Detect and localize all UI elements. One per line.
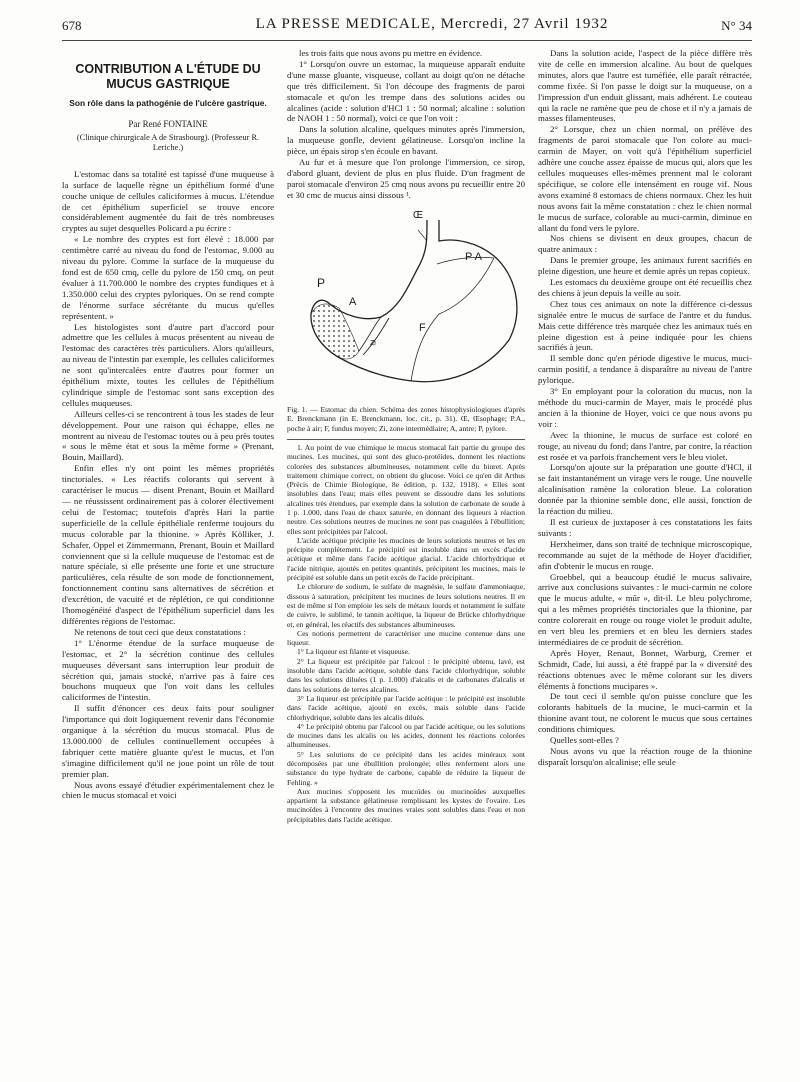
paragraph: 1° L'énorme étendue de la surface muqueuse de l'estomac, et 2° la sécrétion continue des cellules muqueuses déversant sans interruption leur produit de sécrétion qui, jamais stocké, n'arrive pas à faire ces bouchons muqueux que l'on voit dans les cellules caliciformes de l'intestin. [62, 637, 274, 703]
paragraph: Avec la thionine, le mucus de surface est coloré en rouge, au niveau du fond; dans l'antre, par contre, la réaction est rosée et va parfois franchement vers le bleu violet. [538, 429, 752, 462]
footnote-paragraph: 4° Le précipité obtenu par l'alcool ou par l'acide acétique, ou les solutions de mucines dans les alcalis ou les acides, donnent les réactions colorées albumineuses. [287, 721, 525, 750]
paragraph: Nous avons essayé d'étudier expérimentalement chez le chien le mucus stomacal et voici [62, 779, 274, 801]
stomach-schema [287, 204, 525, 402]
paragraph: L'estomac dans sa totalité est tapissé d'une muqueuse à la surface de laquelle règne un épithélium formé d'une couche unique de cellules caliciformes à mucus. L'étendue de cet épithélium superficiel se trouve encore considérablement augmentée du fait de très nombreuses cryptes au sujet desquelles Policard a pu écrire : [62, 168, 274, 234]
paragraph: Au fur et à mesure que l'on prolonge l'immersion, ce sirop, d'abord gluant, devient de plus en plus fluide. D'un fragment de paroi stomacale d'environ 25 cmq nous avons pu recueillir entre 20 et 30 cmc de mucus ainsi dissous ¹. [287, 157, 525, 200]
paragraph: Ailleurs celles-ci se rencontrent à tous les stades de leur développement. Pour une raison qui échappe, elles ne montrent au niveau de l'estomac toutes ou à peu près toutes « sous le même état et sous la même forme » (Prenant, Bouin, Maillard). [62, 408, 274, 463]
zone-boundary [439, 258, 494, 314]
paragraph: Après Hoyer, Renaut, Bonnet, Warburg, Cremer et Schmidt, Cade, lui aussi, a été frappé par la « diversité des réactions obtenues avec le même colorant sur les divers éléments à fonctions mucipares ». [538, 647, 752, 691]
paragraph: Nous avons vu que la réaction rouge de la thionine disparaît lorsqu'on alcalinise; elle seule [538, 746, 752, 767]
figure-stomach-diagram [287, 204, 525, 402]
paragraph: 3° En employant pour la coloration du mucus, non la méthode du muci-carmin de Mayer, mais le procédé plus ancien à la thionine de Hoyer, voici ce que nous avons pu voir : [538, 386, 752, 429]
paragraph: De tout ceci il semble qu'on puisse conclure que les colorants habituels de la mucine, le muci-carmin et la thionine avant tout, ne colorent le mucus que sous certaines conditions chimiques. [538, 691, 752, 735]
footnote-paragraph: 1. Au point de vue chimique le mucus stomacal fait partie du groupe des mucines. Les mucines, qui sont des gluco-protéides, donnent les réactions colorées des substances albumineuses, notamment celle du biuret. Après traitement chimique correct, on obtient du glucose. Voici ce qu'en dit Arthus (Précis de Chimie Biologique, 8e édition, p. 132, 1918). « Elles sont insolubles dans l'eau; mais elles peuvent se dissoudre dans les solutions alcalines très étendues, par exemple dans la solution de carbonate de soude à 1 p. 1.000, dans l'eau de chaux saturée, en donnant des liqueurs à réaction neutre. Ces solutions neutres de mucines ne sont pas coagulées à l'ébullition; elles sont précipitées par l'alcool. [287, 442, 525, 536]
paragraph: 2° Lorsque, chez un chien normal, on prélève des fragments de paroi stomacale que l'on colore au muci-carmin de Mayer, on voit qu'à l'épithélium superficiel adhère une couche assez épaisse de mucus qui, alors que les cellules muqueuses elles-mêmes prennent mal le colorant spécifique, se colore elle intensément en rouge vif. Nous avons examiné 8 estomacs de chiens normaux. Chez les huit nous avons fait la même constatation : chez le chien normal le mucus de surface, colorable au muci-carmin, diminue en allant du fond vers le pylore. [538, 124, 752, 233]
paragraph: Il semble donc qu'en période digestive le mucus, muci-carmin positif, a tendance à disparaître au niveau de l'antre pylorique. [538, 353, 752, 386]
figure-caption: Fig. 1. — Estomac du chien. Schéma des zones histophysiologiques d'après E. Brenckmann (in E. Brenckmann, loc. cit., p. 31). Œ, Œsophage; P.A., poche à air; F, fundus moyen; Zi, zone intermédiaire; A, antre; P, pylore. [287, 404, 525, 433]
author-affiliation: (Clinique chirurgicale A de Strasbourg). (Professeur R. Leriche.) [76, 132, 260, 152]
masthead: LA PRESSE MEDICALE, Mercredi, 27 Avril 1932 [255, 16, 609, 32]
leader-line [418, 230, 427, 241]
paragraph: Nos chiens se divisent en deux groupes, chacun de quatre animaux : [538, 233, 752, 255]
paragraph: Enfin elles n'y ont point les mêmes propriétés tinctoriales. « Les réactifs colorants qui servent à caractériser le mucus — disent Prenant, Bouin et Maillard — ne réussissent ordinairement pas à colorer électivement celui de l'estomac; toutefois d'après Hari la partie superficielle de la cellule épithéliale renferme toujours du mucus colorable par la thionine. » Après Kölliker, J. Schafer, Oppel et Zimmermann, Prenant, Bouin et Maillard conviennent que si la cellule muqueuse de l'estomac est de nature spéciale, si elle présente une forte et une structure particulières, cela résulte de son mode de fonctionnement, fonctionnement continu sans alternatives de sécrétion et d'excrétion, de vacuité et de réplétion, ce qui conditionne l'homogénéité d'aspect de l'épithélium superficiel dans les différentes régions de l'estomac. [62, 463, 274, 626]
paragraph: Herxheimer, dans son traité de technique microscopique, recommande au sujet de la méthode de Hoyer d'acidifier, afin d'obtenir le mucus en rouge. [538, 538, 752, 571]
footnote-paragraph: Ces notions permettent de caractériser une mucine contenue dans une liqueur. [287, 628, 525, 648]
column-2 [287, 48, 525, 1078]
paragraph: 1° Lorsqu'on ouvre un estomac, la muqueuse apparaît enduite d'une masse gluante, visqueuse, collant au doigt qu'on ne détache que très difficilement. Si l'on découpe des fragments de paroi stomacale et qu'on les trempe dans des solutions acides ou alcalines (acide : solution d'HCl 1 : 50 normal; alcaline : solution de NAOH 1 : 50 normal), voici ce que l'on voit : [287, 58, 525, 124]
label-pylore: P [317, 275, 326, 290]
paragraph: Chez tous ces animaux on note la différence ci-dessus signalée entre le mucus de surface de l'antre et du fundus. Mais cette différence très marquée chez les animaux tués en pleine digestion est à peine indiquée pour les chiens sacrifiés à jeun. [538, 298, 752, 353]
label-fundus: F [419, 321, 426, 334]
label-poche-a-air: P A [465, 250, 482, 263]
footnotes [287, 439, 525, 824]
paragraph: Les histologistes sont d'autre part d'accord pour admettre que les cellules à mucus présentent au niveau de l'estomac des caractères très particuliers. Alors qu'ailleurs, au niveau de l'intestin par exemple, les cellules caliciformes ne sont qu'intercalées entre d'autres pour former un épithélium mixte, toutes les cellules de l'épithélium cylindrique simple de l'estomac sont sans exception des cellules muqueuses. [62, 321, 274, 408]
paragraph: Dans la solution acide, l'aspect de la pièce diffère très vite de celle en immersion alcaline. Au bout de quelques minutes, alors que l'autre est tuméfiée, elle paraît rétractée, comme fixée. Si l'on passe le doigt sur la muqueuse, on a l'impression d'un enduit glissant, mais adhérent. Le couteau qui la racle ne ramène que peu de chose et il n'y a jamais de masses filamenteuses. [538, 48, 752, 124]
paragraph: Groebbel, qui a beaucoup étudié le mucus salivaire, arrive aux conclusions suivantes : le muci-carmin ne colore que le mucus adulte, « mûr », dit-il. Le bleu polychrome, qui a les mêmes propriétés tinctoriales que la thionine, par contre colorerait en rouge ou rouge violet le produit adulte, en vert bleu les premiers et en bleu les derniers stades intermédiaires de ce produit de sécrétion. [538, 571, 752, 647]
article-subtitle: Son rôle dans la pathogénie de l'ulcère gastrique. [69, 98, 267, 108]
paragraph: Il suffit d'énoncer ces deux faits pour souligner l'importance qui doit logiquement revenir dans l'économie organique à la sécrétion du mucus stomacal. Plus de 13.000.000 de cellules continuellement occupées à fabriquer cette matière gluante qu'est le mucus, et l'on s'imagine difficilement qu'il ne joue point un rôle de tout premier plan. [62, 703, 274, 779]
footnote-paragraph: L'acide acétique précipite les mucines de leurs solutions neutres et les en précipite complètement. Le précipité est insoluble dans un excès d'acide acétique et même dans l'acide acétique glacial. L'acide chlorhydrique et l'acide nitrique, ajoutés en petites quantités, précipitent les mucines, mais le précipité est soluble dans un petit excès de l'acide précipitant. [287, 535, 525, 583]
footnote-paragraph: 5° Les solutions de ce précipité dans les acides minéraux sont décomposées par une ébullition prolongée; elles renferment alors une substance du type hydrate de carbone, capable de réduire la liqueur de Fehling. » [287, 749, 525, 787]
paragraph: Lorsqu'on ajoute sur la préparation une goutte d'HCl, il se fait instantanément un virage vers le rouge. Une nouvelle alcalinisation ramène la coloration bleue. La coloration donnée par la thionine semble donc, elle aussi, fonction de la réaction du milieu. [538, 462, 752, 517]
footnote-paragraph: Aux mucines s'opposent les mucoïdes ou mucinoïdes auxquelles appartient la substance gélatineuse remplissant les kystes de l'ovaire. Les mucinoïdes à l'encontre des mucines vraies sont solubles dans l'eau et non précipitables dans l'acide acétique. [287, 786, 525, 824]
column-1-body [62, 169, 274, 802]
footnote-paragraph: Le chlorure de sodium, le sulfate de magnésie, le sulfate d'ammoniaque, dissous à saturation, précipitent les mucines de leurs solutions neutres. Il en est de même si l'on emploie les sels de métaux lourds et notamment le sulfate de cuivre, le sublimé, le tannin acétique, la liqueur de Brücke chlorhydrique et, en général, les réactifs des substances albumineuses. [287, 582, 525, 629]
footnote-paragraph: 1° La liqueur est filante et visqueuse. [297, 647, 410, 657]
paragraph: Quelles sont-elles ? [550, 735, 619, 746]
label-antre: A [349, 295, 357, 308]
label-oesophagus: Œ [413, 209, 423, 221]
column-1 [62, 48, 274, 1078]
issue-number: N° 34 [721, 18, 752, 33]
footnote-paragraph: 3° La liqueur est précipitée par l'acide acétique : le précipité est insoluble dans l'acide acétique, ajouté en excès, mais soluble dans l'acide chlorhydrique, soluble dans les alcalis dilués. [287, 693, 525, 722]
paragraph: Les estomacs du deuxième groupe ont été recueillis chez des chiens à jeun depuis la veille au soir. [538, 277, 752, 298]
page-number: 678 [62, 18, 82, 33]
article-byline: Par René FONTAINE [128, 118, 208, 129]
paragraph: Dans la solution alcaline, quelques minutes après l'immersion, la muqueuse gonfle, devient gélatineuse. Lorsqu'on incline la pièce, un épais sirop s'en écoule en bavant. [287, 124, 525, 157]
label-zone-intermediaire: Zi [370, 339, 376, 347]
page-header [62, 12, 752, 41]
column-3 [538, 48, 752, 1078]
footnote-paragraph: 2° La liqueur est précipitée par l'alcool : le précipité obtenu, lavé, est insoluble dans l'acide acétique, soluble dans l'acide chlorhydrique, soluble dans les solutions diluées (1 p. 1.000) d'alcalis et de carbonates d'alcalis et dans les solutions de terres alcalines. [287, 656, 525, 694]
paragraph: « Le nombre des cryptes est fort élevé : 18.000 par centimètre carré au niveau du fond de l'estomac, 9.000 au niveau du pylore. Comme la surface de la muqueuse du fond est de 650 cmq, celle du pylore de 150 cmq, on peut évaluer à 11.700.000 le nombre des cryptes fundiques et à 1.350.000 celui des cryptes pyloriques. On se rend compte de l'énorme surface sécrétante du mucus qu'elles représentent. » [62, 234, 274, 321]
article-title: CONTRIBUTION A L'ÉTUDE DU MUCUS GASTRIQUE [75, 62, 261, 91]
paragraph: Il est curieux de juxtaposer à ces constatations les faits suivants : [538, 516, 752, 538]
paragraph: Dans le premier groupe, les animaux furent sacrifiés en pleine digestion, une heure et demie après un repas copieux. [538, 255, 752, 277]
pylorus-zone [311, 304, 359, 359]
paragraph: Ne retenons de tout ceci que deux constatations : [74, 626, 246, 637]
paragraph: les trois faits que nous avons pu mettre en évidence. [299, 48, 483, 58]
